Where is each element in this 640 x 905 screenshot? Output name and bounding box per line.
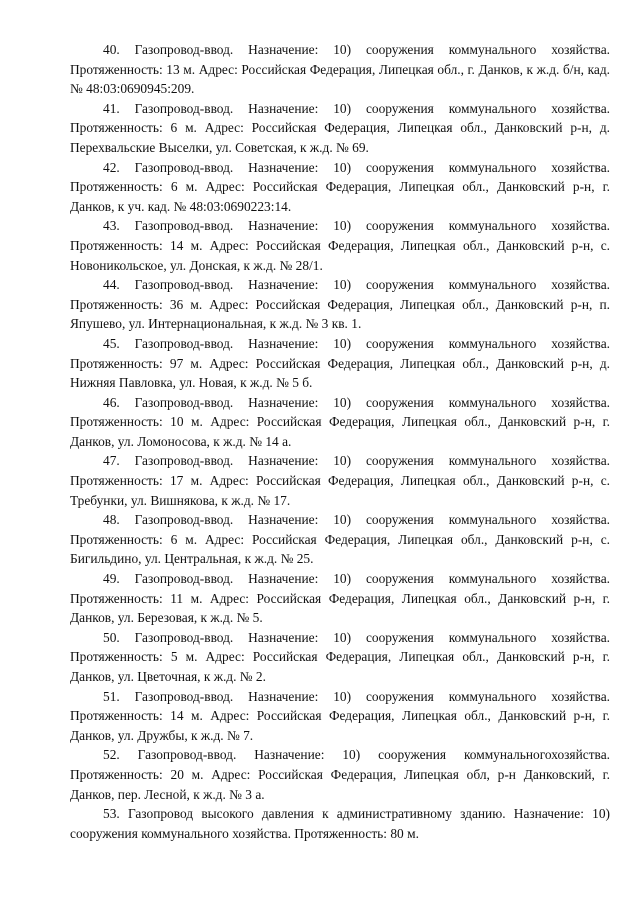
list-item: 47. Газопровод-ввод. Назначение: 10) сооружения коммунального хозяйства. Протяженность: 17 м. Адрес: Российская Федерация, Липецкая обл., Данковский р-н, с. Требунки, ул. Вишнякова, к ж.д. № 17. xyxy=(70,453,610,508)
list-item: 51. Газопровод-ввод. Назначение: 10) сооружения коммунального хозяйства. Протяженность: 14 м. Адрес: Российская Федерация, Липецкая обл., Данковский р-н, г. Данков, ул. Дружбы, к ж.д. № 7. xyxy=(70,688,610,743)
list-item: 45. Газопровод-ввод. Назначение: 10) сооружения коммунального хозяйства. Протяженность: 97 м. Адрес: Российская Федерация, Липецкая обл., Данковский р-н, д. Нижняя Павловка, ул. Новая, к ж.д. № 5 б. xyxy=(70,335,610,391)
list-item: 41. Газопровод-ввод. Назначение: 10) сооружения коммунального хозяйства. Протяженность: 6 м. Адрес: Российская Федерация, Липецкая обл., Данковский р-н, д. Перехвальские Выселки, ул. Советская, к ж.д. № 69. xyxy=(70,100,610,155)
list-item: 53. Газопровод высокого давления к административному зданию. Назначение: 10) сооружения коммунального хозяйства. Протяженность: 80 м. xyxy=(70,806,610,841)
list-item: 50. Газопровод-ввод. Назначение: 10) сооружения коммунального хозяйства. Протяженность: 5 м. Адрес: Российская Федерация, Липецкая обл., Данковский р-н, г. Данков, ул. Цветочная, к ж.д. № 2. xyxy=(70,629,610,684)
list-item: 48. Газопровод-ввод. Назначение: 10) сооружения коммунального хозяйства. Протяженность: 6 м. Адрес: Российская Федерация, Липецкая обл., Данковский р-н, с. Бигильдино, ул. Центральная, к ж.д. № 25. xyxy=(70,512,610,567)
list-item: 49. Газопровод-ввод. Назначение: 10) сооружения коммунального хозяйства. Протяженность: 11 м. Адрес: Российская Федерация, Липецкая обл., Данковский р-н, г. Данков, ул. Березовая, к ж.д. № 5. xyxy=(70,571,610,626)
list-item: 43. Газопровод-ввод. Назначение: 10) сооружения коммунального хозяйства. Протяженность: 14 м. Адрес: Российская Федерация, Липецкая обл., Данковский р-н, с. Новоникольское, ул. Донская, к ж.д. № 28/1. xyxy=(70,218,610,273)
document-page xyxy=(70,40,610,843)
list-item: 42. Газопровод-ввод. Назначение: 10) сооружения коммунального хозяйства. Протяженность: 6 м. Адрес: Российская Федерация, Липецкая обл., Данковский р-н, г. Данков, к уч. кад. № 48:03:0690223:14. xyxy=(70,159,610,214)
list-item: 44. Газопровод-ввод. Назначение: 10) сооружения коммунального хозяйства. Протяженность: 36 м. Адрес: Российская Федерация, Липецкая обл., Данковский р-н, п. Япушево, ул. Интернациональная, к ж.д. № 3 кв. 1. xyxy=(70,277,610,332)
list-item: 46. Газопровод-ввод. Назначение: 10) сооружения коммунального хозяйства. Протяженность: 10 м. Адрес: Российская Федерация, Липецкая обл., Данковский р-н, г. Данков, ул. Ломоносова, к ж.д. № 14 а. xyxy=(70,394,610,449)
list-item: 52. Газопровод-ввод. Назначение: 10) сооружения коммунальногохозяйства. Протяженность: 20 м. Адрес: Российская Федерация, Липецкая обл, р-н Данковский, г. Данков, пер. Лесной, к ж.д. № 3 а. xyxy=(70,747,610,802)
list-item: 40. Газопровод-ввод. Назначение: 10) сооружения коммунального хозяйства. Протяженность: 13 м. Адрес: Российская Федерация, Липецкая обл., г. Данков, к ж.д. б/н, кад. № 48:03:0690945:209. xyxy=(70,42,610,97)
